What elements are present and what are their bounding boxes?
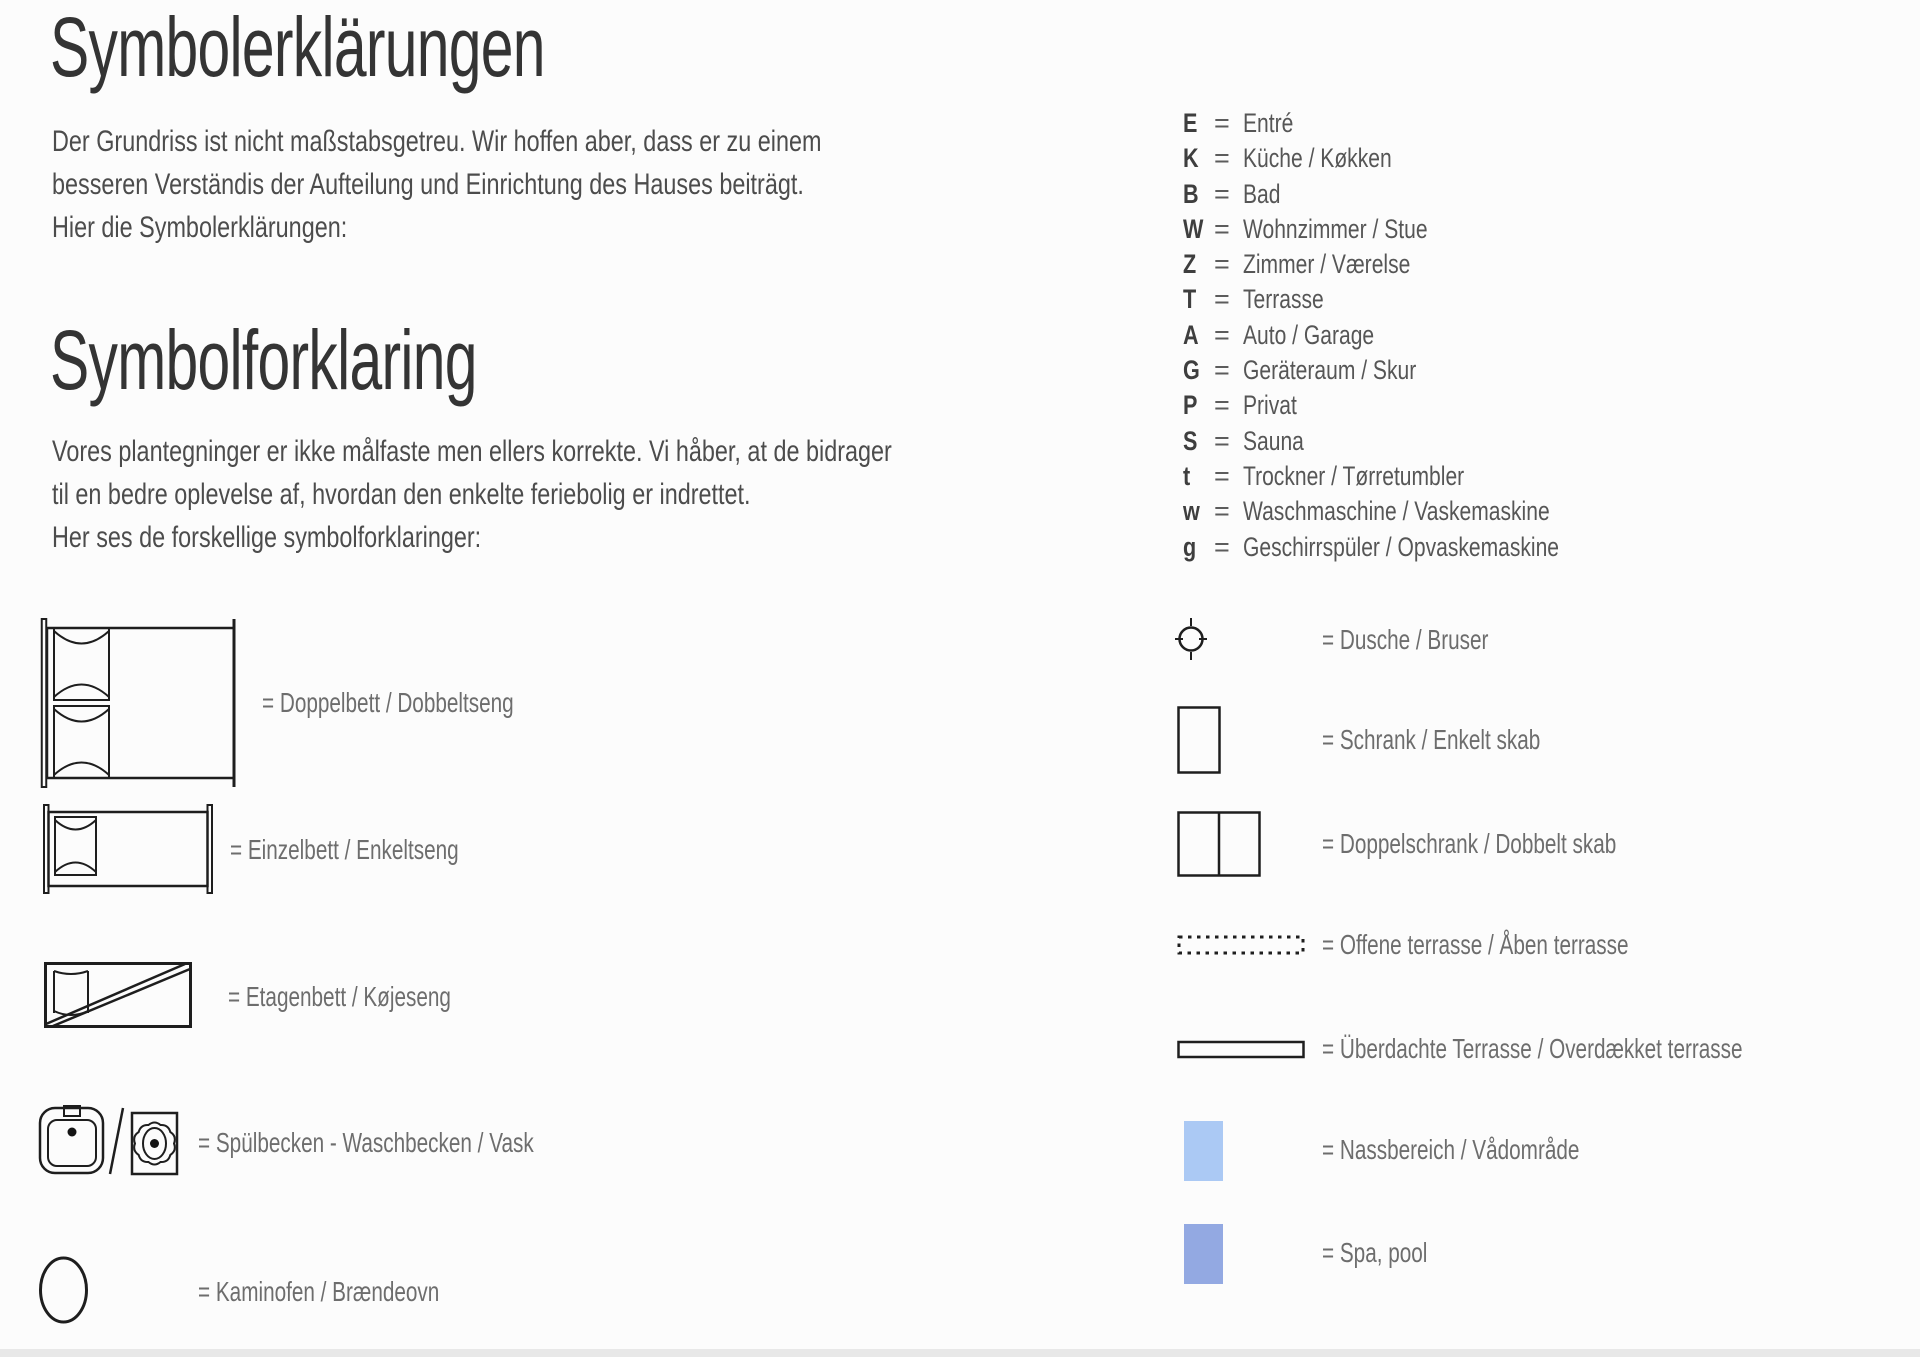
shower-label: = Dusche / Bruser (1322, 624, 1489, 655)
sink-icon (38, 1104, 188, 1181)
wood-stove-icon (38, 1255, 90, 1330)
legend-letter: g (1183, 531, 1197, 562)
intro-danish-line: Vores plantegninger er ikke målfaste men ellers korrekte. Vi håber, at de bidrager (52, 435, 892, 468)
equals-sign: = (1214, 108, 1230, 138)
equals-sign: = (1214, 496, 1230, 527)
equals-sign: = (1214, 249, 1230, 280)
legend-letter: t (1183, 460, 1191, 491)
intro-danish-line: Her ses de forskellige symbolforklaringer: (52, 521, 482, 554)
legend-description: Geräteraum / Skur (1243, 355, 1417, 386)
legend-description: Bad (1243, 178, 1281, 209)
legend-letter: G (1183, 355, 1200, 386)
legend-row (1183, 494, 1648, 529)
legend-letter: T (1183, 284, 1197, 315)
legend-row (1183, 282, 1648, 317)
equals-sign: = (1214, 213, 1230, 244)
legend-row (1183, 424, 1648, 459)
wet-area-icon (1184, 1121, 1223, 1186)
open-terrace-icon (1177, 934, 1305, 961)
legend-letter: E (1183, 108, 1198, 138)
legend-description: Trockner / Tørretumbler (1243, 460, 1465, 491)
legend-row (1183, 177, 1648, 212)
legend-row (1183, 530, 1648, 565)
intro-german-line: Der Grundriss ist nicht maßstabsgetreu. Wir hoffen aber, dass er zu einem (52, 125, 822, 158)
single-bed-icon (43, 804, 213, 899)
legend-letter: W (1183, 213, 1204, 244)
legend-letter: A (1183, 319, 1199, 350)
legend-description: Entré (1243, 108, 1294, 138)
equals-sign: = (1214, 390, 1230, 421)
wet-area-label: = Nassbereich / Vådområde (1322, 1134, 1580, 1165)
shower-icon (1174, 616, 1208, 667)
legend-letter: S (1183, 425, 1198, 456)
page-title-german: Symbolerklärungen (50, 0, 545, 94)
double-closet-label: = Doppelschrank / Dobbelt skab (1322, 828, 1617, 859)
legend-row (1183, 459, 1648, 494)
spa-pool-icon (1184, 1224, 1223, 1289)
bunk-bed-label: = Etagenbett / Køjeseng (228, 981, 451, 1012)
wood-stove-label: = Kaminofen / Brændeovn (198, 1276, 440, 1307)
page-title-danish: Symbolforklaring (50, 313, 477, 407)
covered-terrace-icon (1177, 1040, 1305, 1065)
equals-sign: = (1214, 460, 1230, 491)
legend-letter: K (1183, 143, 1199, 174)
covered-terrace-label: = Überdachte Terrasse / Overdækket terrasse (1322, 1033, 1743, 1064)
double-bed-icon (40, 618, 238, 793)
intro-danish (52, 430, 1129, 559)
equals-sign: = (1214, 178, 1230, 209)
bunk-bed-icon (44, 962, 192, 1033)
legend-row (1183, 318, 1648, 353)
legend-description: Wohnzimmer / Stue (1243, 213, 1428, 244)
legend-row (1183, 353, 1648, 388)
legend-description: Küche / Køkken (1243, 143, 1392, 174)
legend-letter: w (1183, 496, 1200, 527)
legend-letter: Z (1183, 249, 1197, 280)
legend-description: Waschmaschine / Vaskemaskine (1243, 496, 1550, 527)
open-terrace-label: = Offene terrasse / Åben terrasse (1322, 929, 1629, 960)
intro-danish-line: til en bedre oplevelse af, hvordan den enkelte feriebolig er indrettet. (52, 478, 751, 511)
legend-row (1183, 106, 1648, 141)
equals-sign: = (1214, 284, 1230, 315)
double-bed-label: = Doppelbett / Dobbeltseng (262, 687, 514, 718)
spa-pool-label: = Spa, pool (1322, 1237, 1428, 1268)
equals-sign: = (1214, 319, 1230, 350)
single-bed-label: = Einzelbett / Enkeltseng (230, 834, 459, 865)
legend-row (1183, 388, 1648, 423)
legend-description: Geschirrspüler / Opvaskemaskine (1243, 531, 1560, 562)
equals-sign: = (1214, 425, 1230, 456)
double-closet-icon (1177, 811, 1261, 882)
legend-description: Zimmer / Værelse (1243, 249, 1411, 280)
intro-german-line: Hier die Symbolerklärungen: (52, 211, 348, 244)
legend-description: Terrasse (1243, 284, 1324, 315)
equals-sign: = (1214, 355, 1230, 386)
legend-description: Privat (1243, 390, 1297, 421)
legend-row (1183, 212, 1648, 247)
legend-row (1183, 141, 1648, 176)
intro-german-line: besseren Verständis der Aufteilung und Einrichtung des Hauses beiträgt. (52, 168, 804, 201)
letter-legend (1183, 106, 1648, 565)
legend-letter: B (1183, 178, 1199, 209)
equals-sign: = (1214, 143, 1230, 174)
legend-description: Auto / Garage (1243, 319, 1375, 350)
legend-description: Sauna (1243, 425, 1304, 456)
equals-sign: = (1214, 531, 1230, 562)
legend-letter: P (1183, 390, 1198, 421)
sink-label: = Spülbecken - Waschbecken / Vask (198, 1127, 534, 1158)
page-bottom-edge (0, 1349, 1920, 1357)
single-closet-label: = Schrank / Enkelt skab (1322, 724, 1541, 755)
intro-german (52, 120, 1039, 249)
legend-row (1183, 247, 1648, 282)
single-closet-icon (1177, 706, 1221, 779)
